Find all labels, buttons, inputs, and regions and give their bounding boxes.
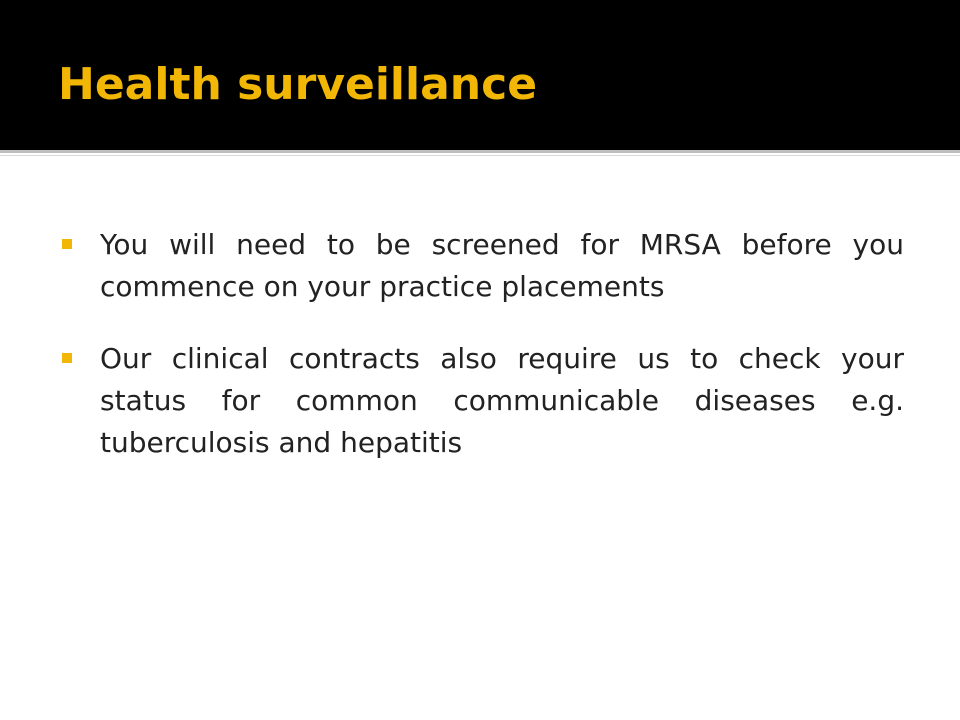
bullet-item-communicable-diseases xyxy=(62,338,904,464)
square-bullet-icon xyxy=(62,353,72,363)
title-band xyxy=(0,0,960,150)
bullet-text: You will need to be screened for MRSA before you commence on your practice placements xyxy=(100,228,904,303)
title-divider-thin xyxy=(0,155,960,156)
bullet-item-mrsa-screening xyxy=(62,224,904,308)
bullet-list xyxy=(62,224,904,494)
title-divider xyxy=(0,150,960,153)
bullet-text: Our clinical contracts also require us to check your status for common communicable diseases e.g. tuberculosis and hepatitis xyxy=(100,342,904,459)
slide-title: Health surveillance xyxy=(58,59,538,110)
square-bullet-icon xyxy=(62,239,72,249)
